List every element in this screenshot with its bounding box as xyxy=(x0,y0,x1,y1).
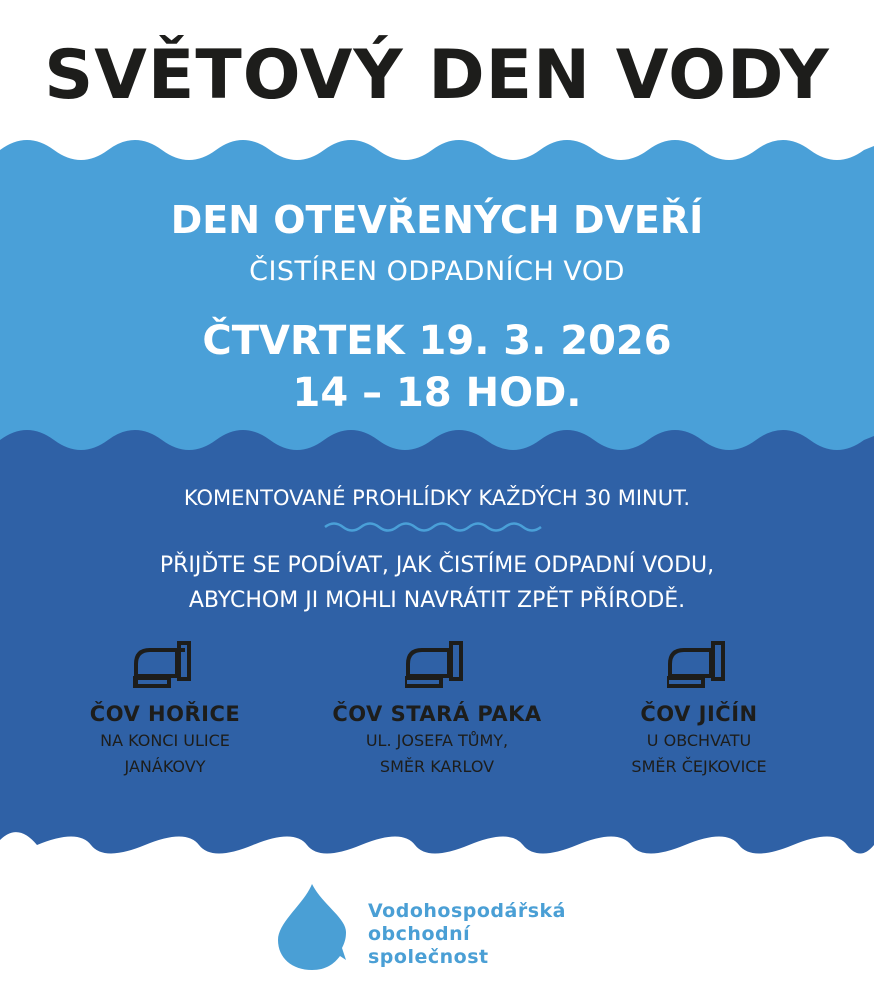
location-address: U OBCHVATU xyxy=(646,731,752,750)
invitation-text xyxy=(0,548,874,618)
event-subheadline: ČISTÍREN ODPADNÍCH VOD xyxy=(249,256,625,287)
organization-name-line: Vodohospodářská xyxy=(368,900,566,922)
event-headline: DEN OTEVŘENÝCH DVEŘÍ xyxy=(170,198,704,242)
water-drop-icon xyxy=(272,882,352,972)
tours-info: KOMENTOVANÉ PROHLÍDKY KAŽDÝCH 30 MINUT. xyxy=(183,486,691,510)
location-address: UL. JOSEFA TŮMY, xyxy=(365,731,509,750)
location-stara-paka xyxy=(307,640,567,780)
location-address: SMĚR ČEJKOVICE xyxy=(631,757,767,776)
pipe-elbow-icon xyxy=(133,640,197,688)
pipe-elbow-icon xyxy=(405,640,469,688)
event-date: ČTVRTEK 19. 3. 2026 xyxy=(202,318,672,364)
event-time: 14 – 18 HOD. xyxy=(292,370,582,416)
location-name: ČOV STARÁ PAKA xyxy=(332,702,542,726)
organization-name-line: obchodní xyxy=(368,923,471,945)
pipe-elbow-icon xyxy=(667,640,731,688)
location-jicin xyxy=(569,640,829,780)
organization-name-line: společnost xyxy=(368,946,489,968)
location-address: JANÁKOVY xyxy=(124,757,206,776)
location-address: NA KONCI ULICE xyxy=(100,731,230,750)
invitation-line: PŘIJĎTE SE PODÍVAT, JAK ČISTÍME ODPADNÍ VODU, xyxy=(159,553,715,578)
organization-name xyxy=(368,900,566,969)
invitation-line: ABYCHOM JI MOHLI NAVRÁTIT ZPĚT PŘÍRODĚ. xyxy=(188,588,686,613)
location-name: ČOV HOŘICE xyxy=(89,702,241,726)
location-horice xyxy=(35,640,295,780)
location-name: ČOV JIČÍN xyxy=(640,702,758,726)
location-address: SMĚR KARLOV xyxy=(379,757,495,776)
page-title: SVĚTOVÝ DEN VODY xyxy=(44,36,830,115)
organization-logo xyxy=(272,882,632,972)
